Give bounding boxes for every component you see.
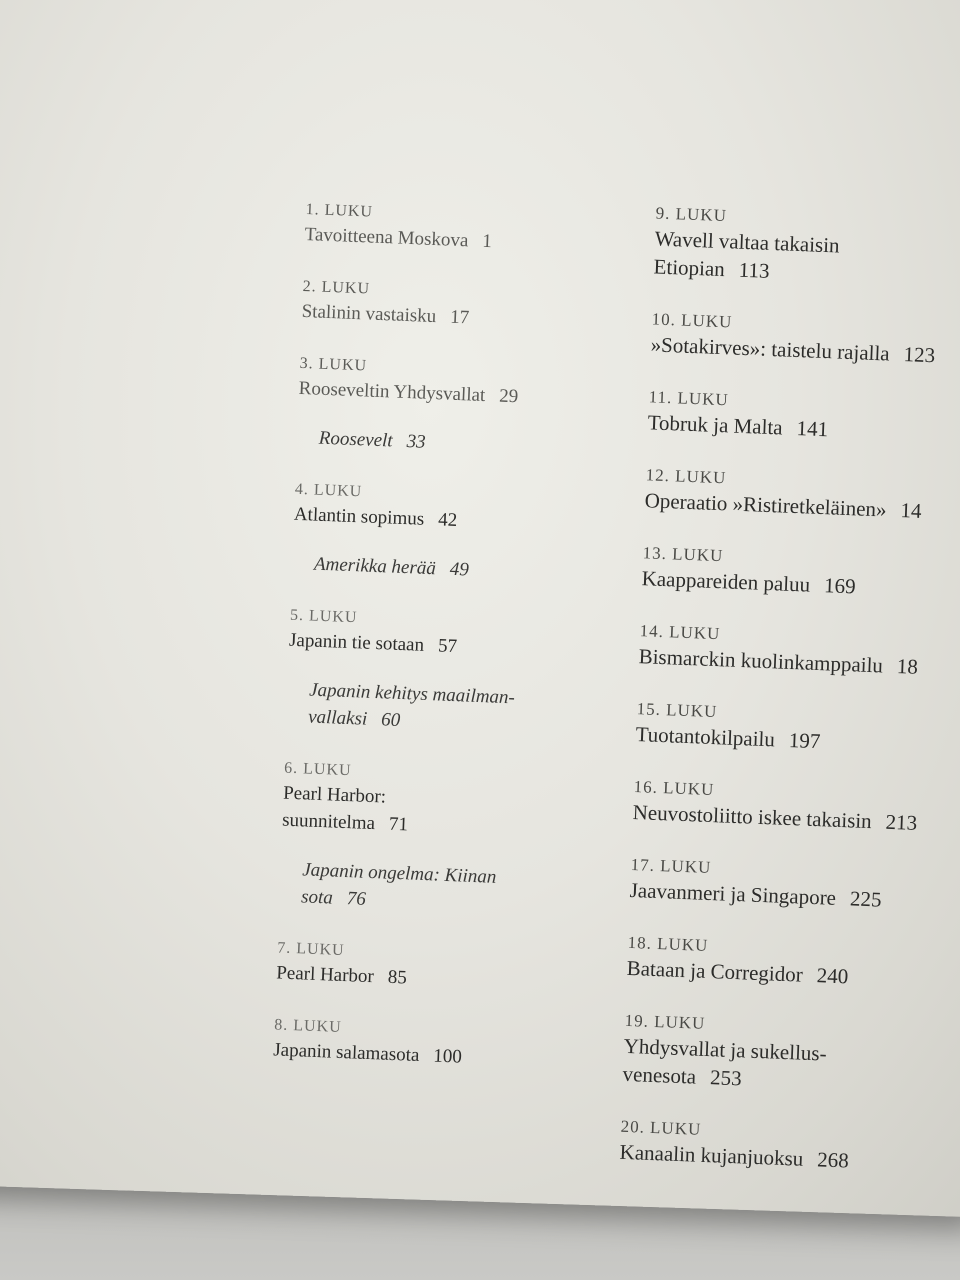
chapter-label: 8. LUKU bbox=[273, 1016, 343, 1036]
page-number: 169 bbox=[823, 573, 857, 599]
chapter-title: Neuvostoliitto iskee takaisin 213 bbox=[632, 800, 918, 835]
chapter-label: 18. LUKU bbox=[627, 932, 709, 956]
chapter-title-line: Etiopian 113 bbox=[653, 254, 770, 283]
chapter-label: 15. LUKU bbox=[636, 699, 718, 722]
chapter-title-line: suunnitelma 71 bbox=[281, 809, 409, 836]
chapter-title: Japanin salamasota 100 bbox=[272, 1039, 463, 1068]
toc-left-column bbox=[273, 199, 616, 1075]
chapter-title-line: venesota 253 bbox=[622, 1061, 743, 1091]
toc-entry-chapter-9 bbox=[653, 202, 960, 293]
page-number: 213 bbox=[885, 809, 918, 835]
chapter-label: 6. LUKU bbox=[283, 759, 352, 780]
page-number: 33 bbox=[406, 431, 427, 453]
chapter-title: Japanin tie sotaan 57 bbox=[288, 629, 458, 658]
chapter-label: 19. LUKU bbox=[624, 1010, 706, 1033]
page-number: 42 bbox=[437, 509, 458, 532]
page-number: 113 bbox=[738, 257, 770, 283]
chapter-title-line: Wavell valtaa takaisin bbox=[654, 226, 841, 258]
chapter-title: Operaatio »Ristiretkeläinen» 14 bbox=[644, 488, 922, 523]
toc-entry-chapter-8 bbox=[273, 1014, 585, 1075]
toc-entry-chapter-6 bbox=[282, 758, 595, 846]
page-number: 253 bbox=[709, 1065, 743, 1091]
chapter-label: 1. LUKU bbox=[305, 201, 374, 221]
subsection-title-line: vallaksi 60 bbox=[307, 706, 401, 732]
page-number: 18 bbox=[896, 654, 919, 679]
chapter-label: 16. LUKU bbox=[633, 777, 715, 800]
chapter-label: 13. LUKU bbox=[642, 543, 724, 566]
chapter-title: Atlantin sopimus 42 bbox=[293, 503, 458, 532]
page-number: 225 bbox=[849, 886, 882, 912]
page-number: 71 bbox=[388, 813, 409, 836]
chapter-label: 2. LUKU bbox=[302, 277, 371, 298]
page-number: 17 bbox=[449, 306, 470, 329]
chapter-title-line: Pearl Harbor: bbox=[282, 782, 387, 808]
page-number: 1 bbox=[481, 230, 493, 253]
page-number: 141 bbox=[796, 416, 829, 442]
page-number: 240 bbox=[816, 963, 849, 989]
chapter-label: 10. LUKU bbox=[651, 309, 733, 332]
chapter-title: Tobruk ja Malta 141 bbox=[647, 410, 829, 442]
page-number: 197 bbox=[788, 727, 821, 754]
chapter-label: 9. LUKU bbox=[655, 203, 728, 226]
chapter-label: 7. LUKU bbox=[276, 939, 345, 960]
chapter-title: Kanaalin kujanjuoksu 268 bbox=[619, 1139, 850, 1173]
chapter-label: 5. LUKU bbox=[289, 606, 358, 627]
chapter-title: Tuotantokilpailu 197 bbox=[635, 722, 821, 754]
subsection-title-line: sota 76 bbox=[300, 886, 367, 910]
chapter-title-line: Yhdysvallat ja sukellus- bbox=[623, 1033, 828, 1066]
page-number: 49 bbox=[449, 558, 470, 581]
page-number: 14 bbox=[900, 498, 922, 523]
toc-entry-chapter-19 bbox=[622, 1010, 960, 1101]
page-number: 123 bbox=[903, 342, 936, 368]
page-number: 85 bbox=[387, 966, 408, 989]
subsection-title-line: Japanin ongelma: Kiinan bbox=[301, 859, 497, 888]
chapter-title: Tavoitteena Moskova 1 bbox=[304, 223, 493, 253]
subsection-title: Amerikka herää 49 bbox=[313, 553, 470, 581]
chapter-title: Bismarckin kuolinkamppailu 18 bbox=[638, 644, 919, 679]
chapter-label: 11. LUKU bbox=[648, 387, 730, 410]
chapter-label: 3. LUKU bbox=[299, 354, 368, 375]
page-number: 29 bbox=[498, 385, 519, 408]
chapter-label: 14. LUKU bbox=[639, 621, 721, 644]
chapter-title: »Sotakirves»: taistelu rajalla 123 bbox=[650, 332, 936, 368]
page-number: 60 bbox=[380, 709, 401, 732]
chapter-label: 4. LUKU bbox=[294, 480, 363, 501]
page-number: 76 bbox=[346, 888, 367, 910]
chapter-label: 17. LUKU bbox=[630, 854, 712, 878]
page-number: 57 bbox=[437, 635, 458, 658]
page-number: 100 bbox=[432, 1045, 463, 1068]
chapter-label: 12. LUKU bbox=[645, 465, 727, 488]
chapter-title: Rooseveltin Yhdysvallat 29 bbox=[298, 377, 519, 408]
toc-right-column bbox=[619, 202, 960, 1178]
chapter-title: Stalinin vastaisku 17 bbox=[301, 300, 470, 329]
page-number: 268 bbox=[816, 1147, 850, 1173]
chapter-title: Pearl Harbor 85 bbox=[275, 962, 408, 989]
subsection-title: Roosevelt 33 bbox=[318, 427, 427, 453]
chapter-title: Kaappareiden paluu 169 bbox=[641, 566, 857, 599]
chapter-title: Jaavanmeri ja Singapore 225 bbox=[629, 877, 882, 912]
subsection-title-line: Japanin kehitys maailman- bbox=[308, 679, 516, 709]
chapter-label: 20. LUKU bbox=[620, 1116, 702, 1139]
chapter-title: Bataan ja Corregidor 240 bbox=[626, 955, 849, 989]
